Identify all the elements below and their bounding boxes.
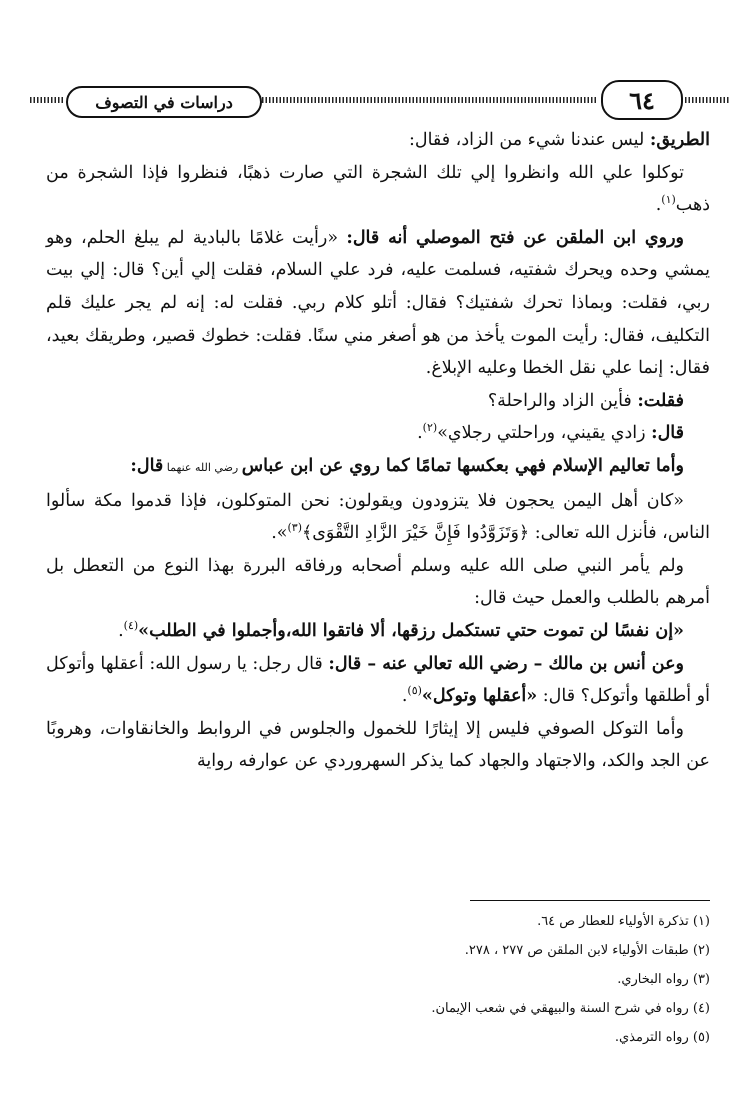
paragraph-8-text: ولم يأمر النبي صلى الله عليه وسلم أصحابه ورفاقه البررة بهذا النوع من التعطل بل أمرهم بالطلب والعمل حيث قال: <box>46 555 710 609</box>
paragraph-9-end: . <box>118 620 124 641</box>
footnote-ref-1: (١) <box>661 193 676 207</box>
paragraph-6-lead: وأما تعاليم الإسلام فهي بعكسها تمامًا كما روي عن ابن عباس <box>241 455 684 476</box>
paragraph-7 <box>46 485 710 550</box>
footnote-separator <box>470 900 710 901</box>
paragraph-3-text: «رأيت غلامًا بالبادية لم يبلغ الحلم، وهو يمشي وحده ويحرك شفتيه، فسلمت عليه، فرد علي السلام، فقلت إلي أين؟ قال: إلي بيت ربي، فقلت: وبماذا تحرك شفتيك؟ فقال: أتلو كلام ربي. فقلت له: إنه لم يجر عليك قلم التكليف، فقال: رأيت الموت يأخذ من هو أصغر مني سنًا. فقلت: خطوك قصير، وطريقك بعيد، فقال: إنما علي نقل الخطا وعليه الإبلاغ. <box>46 227 710 379</box>
footnote-ref-5: (٥) <box>407 684 422 698</box>
paragraph-1-lead: الطريق: <box>649 130 710 150</box>
running-header <box>30 78 730 122</box>
paragraph-1 <box>46 124 710 157</box>
header-ornament-middle <box>262 97 596 103</box>
paragraph-9-hadith: «إن نفسًا لن تموت حتي تستكمل رزقها، ألا فاتقوا الله،وأجملوا في الطلب» <box>138 620 684 641</box>
paragraph-2 <box>46 157 710 222</box>
paragraph-10-lead: وعن أنس بن مالك – رضي الله تعالي عنه – قال: <box>328 653 684 674</box>
paragraph-3-lead: وروي ابن الملقن عن فتح الموصلي أنه قال: <box>346 227 684 248</box>
paragraph-4-text: فأين الزاد والراحلة؟ <box>487 390 638 411</box>
paragraph-6-tail: قال: <box>130 455 164 476</box>
paragraph-5-lead: قال: <box>651 423 684 444</box>
paragraph-6 <box>46 450 710 485</box>
paragraph-2-text: توكلوا علي الله وانظروا إلي تلك الشجرة التي صارت ذهبًا، فنظروا فإذا الشجرة من ذهب <box>46 162 710 216</box>
footnote-5: (٥) رواه الترمذي. <box>614 1030 710 1045</box>
footnote-4: (٤) رواه في شرح السنة والبيهقي في شعب الإيمان. <box>431 1001 710 1016</box>
paragraph-1-text: ليس عندنا شيء من الزاد، فقال: <box>408 130 650 150</box>
paragraph-8 <box>46 550 710 615</box>
header-ornament-left <box>30 97 64 103</box>
footnote-2: (٢) طبقات الأولياء لابن الملقن ص ٢٧٧ ، ٢٧٨. <box>464 943 710 958</box>
paragraph-11 <box>46 713 710 778</box>
honorific-glyph: رضي الله عنهما <box>163 460 242 474</box>
paragraph-10-text: قال رجل: يا رسول الله: أعقلها وأتوكل أو أطلقها وأتوكل؟ قال: <box>46 653 710 707</box>
paragraph-10-answer: «أعقلها وتوكل» <box>421 686 538 707</box>
footnote-1: (١) تذكرة الأولياء للعطار ص ٦٤. <box>537 914 710 929</box>
paragraph-11-text: وأما التوكل الصوفي فليس إلا إيثارًا للخمول والجلوس في الروابط والخانقاوات، وهروبًا عن الجد والكد، والاجتهاد والجهاد كما يذكر السهروردي عن عوارفه رواية <box>46 718 710 772</box>
paragraph-7-end: ». <box>271 523 288 544</box>
footnote-3: (٣) رواه البخاري. <box>617 972 710 987</box>
paragraph-10 <box>46 648 710 713</box>
paragraph-5-end: . <box>417 423 423 444</box>
paragraph-5-text: زادي يقيني، وراحلتي رجلاي» <box>437 423 652 444</box>
main-text <box>46 124 710 778</box>
footnote-ref-3: (٣) <box>287 521 302 535</box>
paragraph-10-end: . <box>401 686 408 707</box>
paragraph-9 <box>46 615 710 648</box>
header-ornament-right <box>685 97 730 103</box>
book-title: دراسات في التصوف <box>66 86 262 118</box>
paragraph-7-text: «كان أهل اليمن يحجون فلا يتزودون ويقولون: نحن المتوكلون، فإذا قدموا مكة سألوا الناس، فأنزل الله تعالى: ﴿وَتَزَوَّدُوا فَإِنَّ خَيْرَ الزَّادِ التَّقْوَى﴾ <box>46 490 710 544</box>
paragraph-4 <box>46 385 710 418</box>
footnote-ref-4: (٤) <box>123 619 139 633</box>
footnotes <box>46 907 710 1052</box>
page-number: ٦٤ <box>601 80 683 120</box>
paragraph-3 <box>46 222 710 385</box>
footnote-ref-2: (٢) <box>422 421 438 435</box>
paragraph-4-lead: فقلت: <box>637 390 684 411</box>
paragraph-2-end: . <box>655 195 662 216</box>
paragraph-5 <box>46 417 710 450</box>
